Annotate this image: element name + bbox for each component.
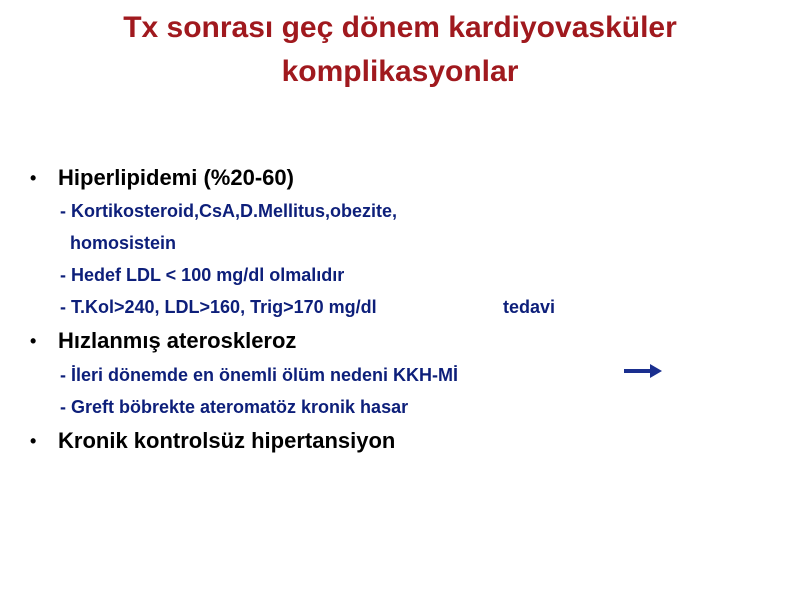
slide-title-line-1: Tx sonrası geç dönem kardiyovasküler — [123, 11, 677, 44]
subitem-homosistein: homosistein — [70, 233, 177, 253]
subitem-greft: - Greft böbrekte ateromatöz kronik hasar — [60, 397, 409, 417]
bullet-dot: • — [30, 331, 37, 351]
subitem-risk-factors: - Kortikosteroid,CsA,D.Mellitus,obezite, — [60, 201, 398, 221]
bullet-label: Kronik kontrolsüz hipertansiyon — [58, 428, 396, 453]
bullet-label: Hiperlipidemi (%20-60) — [58, 165, 294, 190]
bullet-dot: • — [30, 431, 37, 451]
subitem-tedavi: tedavi — [503, 297, 556, 317]
bullet-hiperlipidemi — [30, 164, 294, 192]
subitem-thresholds: - T.Kol>240, LDL>160, Trig>170 mg/dl — [60, 297, 377, 317]
bullet-hipertansiyon — [30, 427, 395, 455]
subitem-ldl-target: - Hedef LDL < 100 mg/dl olmalıdır — [60, 265, 345, 285]
bullet-ateroskleroz — [30, 327, 296, 355]
slide-title — [0, 6, 800, 94]
bullet-label: Hızlanmış ateroskleroz — [58, 328, 297, 353]
bullet-dot: • — [30, 168, 37, 188]
slide-title-line-2: komplikasyonlar — [281, 55, 519, 88]
subitem-kkh: - İleri dönemde en önemli ölüm nedeni KKH-Mİ — [60, 365, 459, 385]
right-arrow-icon — [624, 364, 662, 378]
